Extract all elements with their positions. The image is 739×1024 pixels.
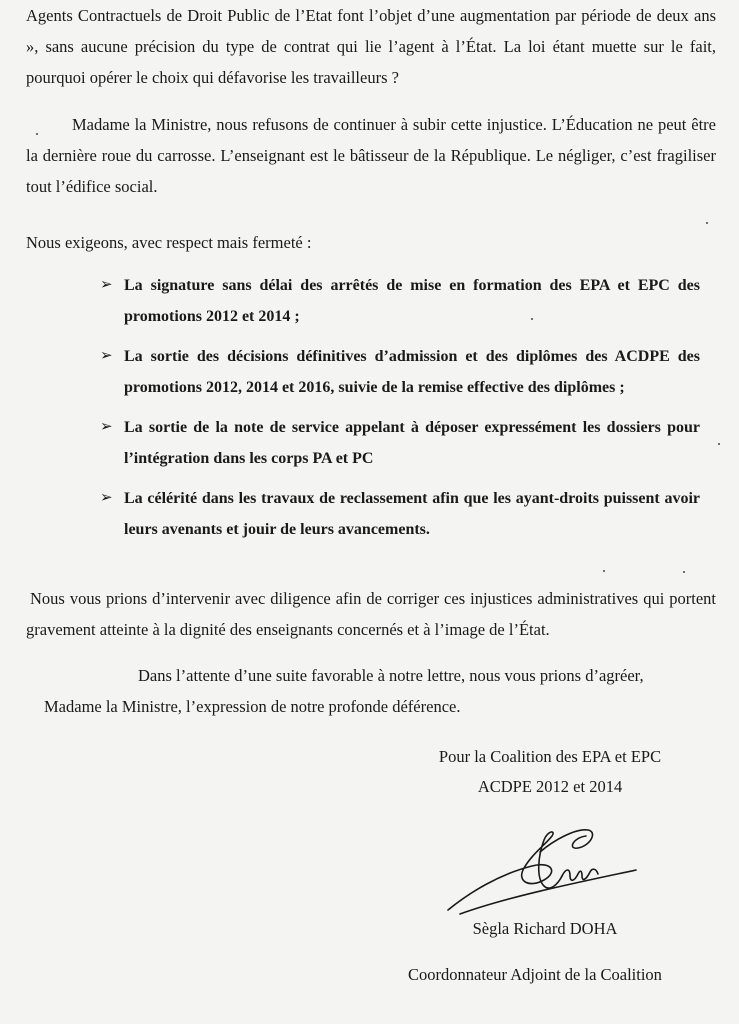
demand-text: La sortie des décisions définitives d’admission et des diplômes des ACDPE des promotions 2012, 2014 et 2016, suivie de la remise effective des diplômes ; [124,348,700,396]
demand-text: La sortie de la note de service appelant à déposer expressément les dossiers pour l’intégration dans les corps PA et PC [124,419,700,467]
demands-list [100,270,700,554]
arrow-bullet-icon: ➢ [100,348,113,364]
scan-speck [531,318,533,320]
on-behalf-block [400,742,700,802]
scan-speck [36,133,38,135]
scan-speck [706,222,708,224]
scan-speck [718,443,720,445]
signature-main-loop [448,832,562,910]
scan-speck [683,571,685,573]
arrow-bullet-icon: ➢ [100,490,113,506]
on-behalf-line-2: ACDPE 2012 et 2014 [477,777,623,796]
handwritten-signature [440,822,650,922]
demand-text: La célérité dans les travaux de reclassement afin que les ayant-droits puissent avoir leurs avenants et jouir de leurs avancements. [124,490,700,538]
intro-paragraph: Agents Contractuels de Droit Public de l’Etat font l’objet d’une augmentation par période de deux ans », sans aucune précision du type de contrat qui lie l’agent à l’État. La loi étant muette sur le fait, pourquoi opérer le choix qui défavorise les travailleurs ? [26,6,716,87]
ministre-paragraph: Madame la Ministre, nous refusons de continuer à subir cette injustice. L’Éducation ne peut être la dernière roue du carrosse. L’enseignant est le bâtisseur de la République. Le négliger, c’est fragiliser tout l’édifice social. [26,115,716,196]
demands-intro: Nous exigeons, avec respect mais fermeté : [26,233,312,252]
signatory-role: Coordonnateur Adjoint de la Coalition [408,965,662,984]
closing-line-2: Madame la Ministre, l’expression de notre profonde déférence. [44,697,461,716]
signatory-name: Sègla Richard DOHA [472,919,618,938]
arrow-bullet-icon: ➢ [100,419,113,435]
demand-text: La signature sans délai des arrêtés de mise en formation des EPA et EPC des promotions 2012 et 2014 ; [124,277,700,325]
arrow-bullet-icon: ➢ [100,277,113,293]
closing-line-1: Dans l’attente d’une suite favorable à notre lettre, nous vous prions d’agréer, [138,666,644,685]
intervention-paragraph: Nous vous prions d’intervenir avec diligence afin de corriger ces injustices administratives qui portent gravement atteinte à la dignité des enseignants concernés et à l’image de l’État. [26,589,716,639]
on-behalf-line-1: Pour la Coalition des EPA et EPC [438,747,662,766]
demand-item [100,270,700,332]
demand-item [100,412,700,474]
scan-speck [603,570,605,572]
demand-item [100,341,700,403]
closing-paragraph [26,660,716,722]
demand-item [100,483,700,545]
